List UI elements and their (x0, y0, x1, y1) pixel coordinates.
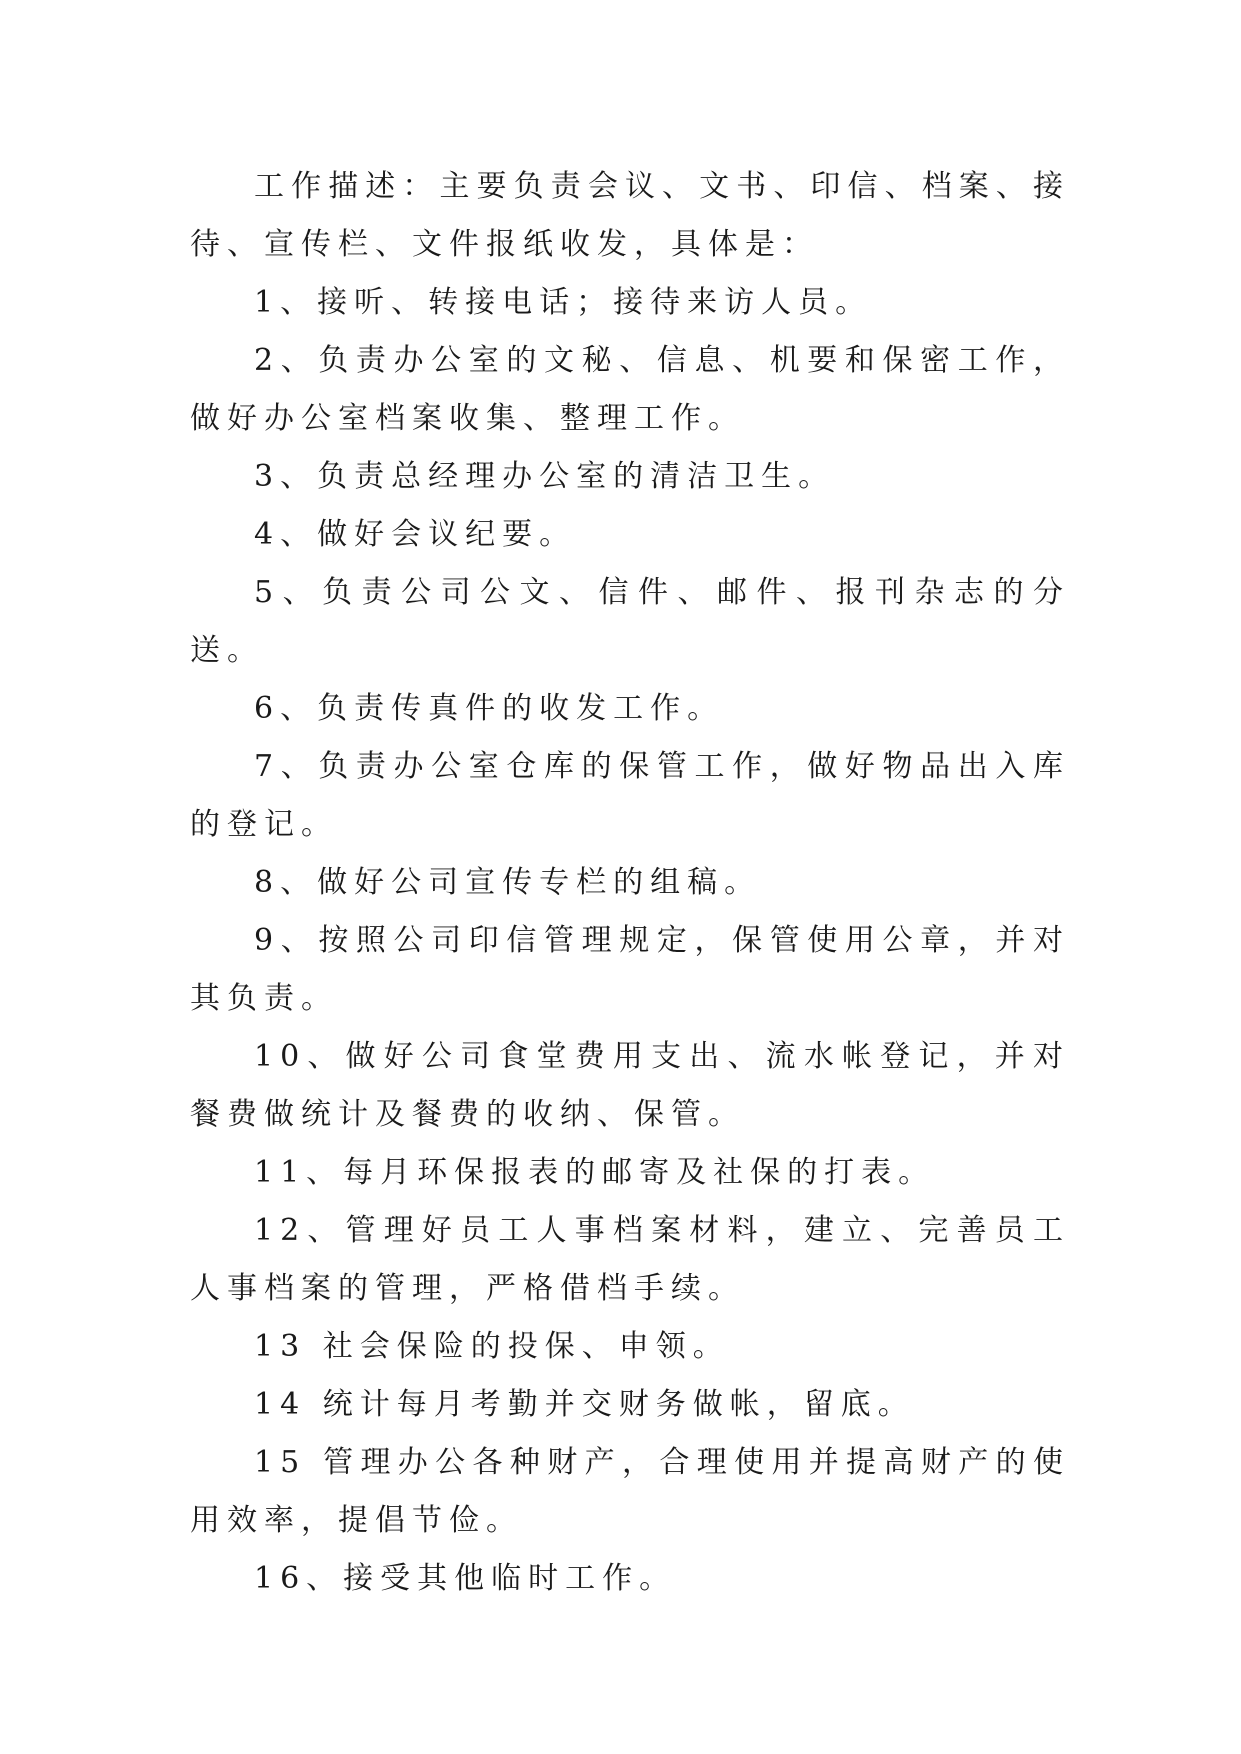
document-body (190, 158, 1070, 1608)
duty-item-15: 15 管理办公各种财产，合理使用并提高财产的使用效率，提倡节俭。 (190, 1445, 1070, 1538)
duty-item-2: 2、负责办公室的文秘、信息、机要和保密工作，做好办公室档案收集、整理工作。 (190, 343, 1070, 436)
duty-item-4: 4、做好会议纪要。 (254, 517, 577, 552)
duty-item-6: 6、负责传真件的收发工作。 (254, 691, 725, 726)
duty-item-5: 5、负责公司公文、信件、邮件、报刊杂志的分送。 (190, 575, 1070, 668)
duty-item-3: 3、负责总经理办公室的清洁卫生。 (254, 459, 836, 494)
duty-item-11: 11、每月环保报表的邮寄及社保的打表。 (254, 1155, 936, 1190)
duty-item-8: 8、做好公司宣传专栏的组稿。 (254, 865, 762, 900)
duty-item-10: 10、做好公司食堂费用支出、流水帐登记，并对餐费做统计及餐费的收纳、保管。 (190, 1039, 1070, 1132)
duty-item-12: 12、管理好员工人事档案材料，建立、完善员工人事档案的管理，严格借档手续。 (190, 1213, 1070, 1306)
duty-item-16: 16、接受其他临时工作。 (254, 1561, 677, 1596)
duty-item-14: 14 统计每月考勤并交财务做帐，留底。 (254, 1387, 915, 1422)
job-description-intro: 工作描述：主要负责会议、文书、印信、档案、接待、宣传栏、文件报纸收发，具体是： (190, 169, 1070, 262)
duty-item-9: 9、按照公司印信管理规定，保管使用公章，并对其负责。 (190, 923, 1070, 1016)
duty-item-13: 13 社会保险的投保、申领。 (254, 1329, 730, 1364)
duty-item-1: 1、接听、转接电话；接待来访人员。 (254, 285, 873, 320)
duty-item-7: 7、负责办公室仓库的保管工作，做好物品出入库的登记。 (190, 749, 1070, 842)
